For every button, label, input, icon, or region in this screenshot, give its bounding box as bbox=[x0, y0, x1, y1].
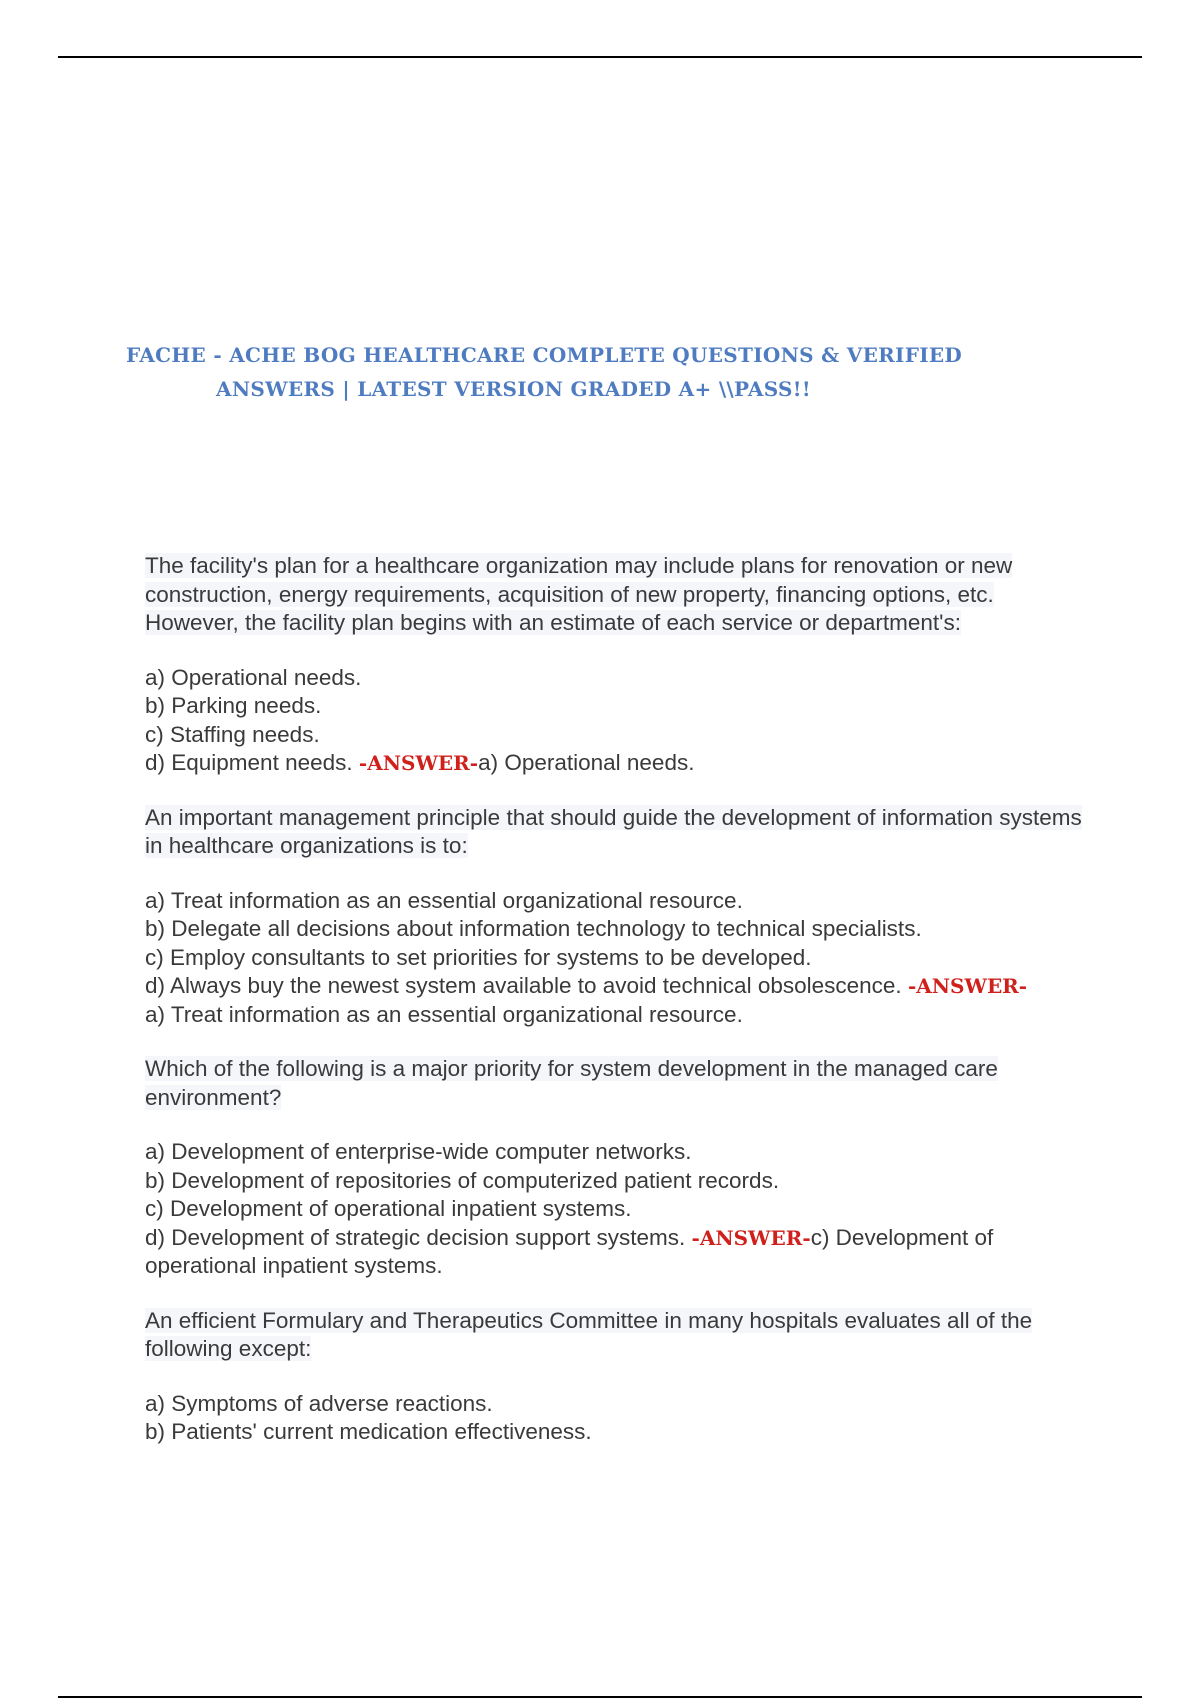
question-4-option-a: a) Symptoms of adverse reactions. bbox=[145, 1390, 493, 1416]
question-2-option-b: b) Delegate all decisions about information technology to technical specialists. bbox=[145, 916, 922, 941]
answer-marker: -ANSWER- bbox=[358, 751, 479, 775]
question-4-option-b: b) Patients' current medication effectiveness. bbox=[145, 1419, 592, 1444]
question-1-text: The facility's plan for a healthcare organization may include plans for renovation or new construction, energy requirements, acquisition of new property, financing options, etc. However, the facility plan begins with an estimate of each service or department's: bbox=[145, 553, 1013, 635]
question-2-option-d: d) Always buy the newest system available to avoid technical obsolescence. -ANSWER- bbox=[145, 973, 1028, 998]
title-line-2: ANSWERS | LATEST VERSION GRADED A+ \\PASS!! bbox=[216, 377, 811, 401]
question-1-option-a: a) Operational needs. bbox=[145, 664, 362, 690]
question-2-option-c: c) Employ consultants to set priorities for systems to be developed. bbox=[145, 944, 812, 970]
question-3-option-c: c) Development of operational inpatient systems. bbox=[145, 1196, 632, 1221]
question-1-answer: a) Operational needs. bbox=[478, 750, 695, 775]
bottom-rule bbox=[58, 1696, 1142, 1698]
top-rule bbox=[58, 56, 1142, 58]
question-3-answer: c) Development of operational inpatient systems. bbox=[145, 1224, 994, 1278]
answer-marker: -ANSWER- bbox=[691, 1225, 811, 1250]
question-1-option-b: b) Parking needs. bbox=[145, 693, 322, 718]
question-3-option-a: a) Development of enterprise-wide computer networks. bbox=[145, 1139, 692, 1164]
question-2-option-a: a) Treat information as an essential organizational resource. bbox=[145, 887, 743, 913]
question-4-options bbox=[145, 1390, 1085, 1447]
question-1-options bbox=[145, 664, 1085, 778]
question-2-options bbox=[145, 887, 1085, 1030]
question-2-answer: a) Treat information as an essential organizational resource. bbox=[145, 1001, 743, 1027]
question-4-text: An efficient Formulary and Therapeutics Committee in many hospitals evaluates all of the following except: bbox=[145, 1307, 1033, 1361]
answer-marker: -ANSWER- bbox=[907, 974, 1028, 998]
title-line-1: FACHE - ACHE BOG HEALTHCARE COMPLETE QUESTIONS & VERIFIED bbox=[126, 343, 963, 367]
question-3-option-d: d) Development of strategic decision support systems. -ANSWER-c) Development of operational inpatient systems. bbox=[145, 1224, 994, 1278]
question-3-options bbox=[145, 1138, 1085, 1281]
question-2-text: An important management principle that should guide the development of information systems in healthcare organizations is to: bbox=[145, 804, 1082, 858]
question-1-option-d: d) Equipment needs. -ANSWER-a) Operational needs. bbox=[145, 750, 695, 775]
question-1-option-c: c) Staffing needs. bbox=[145, 721, 320, 747]
document-title bbox=[126, 338, 1026, 406]
question-3-text: Which of the following is a major priority for system development in the managed care environment? bbox=[145, 1056, 998, 1110]
questions-body bbox=[145, 552, 1085, 1473]
question-3-option-b: b) Development of repositories of computerized patient records. bbox=[145, 1167, 780, 1193]
